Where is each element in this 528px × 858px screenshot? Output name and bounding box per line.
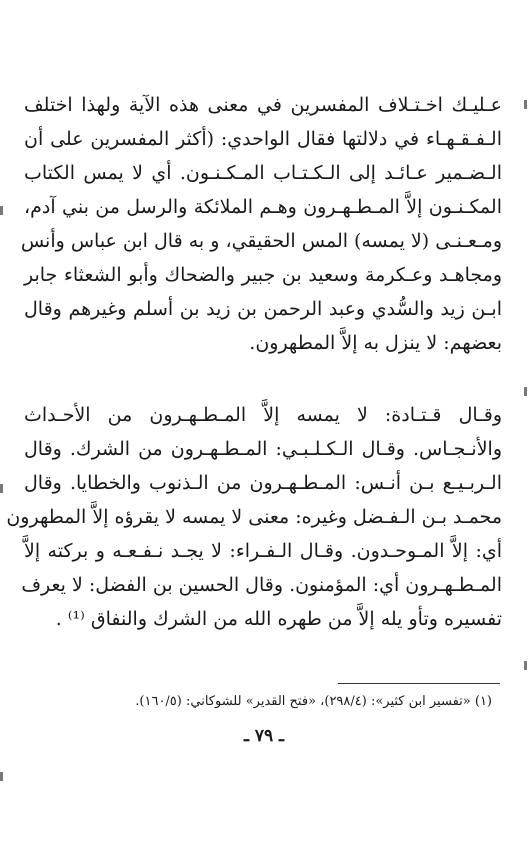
text-line: الـضـمير عـائـد إلى الـكـتـاب المـكـنـون. أي لا يمس الكتاب [24, 162, 502, 184]
text-line: ومجاهـد وعـكرمة وسعيد بن جبير والضحاك وأبو الشعثاء جابر [24, 264, 502, 286]
paragraph-2 [6, 398, 502, 636]
text-line: ومـعـنـى (لا يمسه) المس الحقيقي، و به قال ابن عباس وأنس [20, 230, 502, 252]
text-line: المكـنـون إلاَّ المـطـهـرون وهـم الملائكة والرسل من بني آدم، [24, 196, 502, 218]
text-line: الـربـيـع بـن أنـس: المـطـهـرون من الـذنوب والخطايا. وقال [24, 472, 502, 494]
text-line: تفسيره وتأو يله إلاَّ من طهره الله من الشرك والنفاق ⁽¹⁾ . [55, 608, 502, 630]
footnote-divider [338, 683, 500, 684]
text-line: ابـن زيد والسُّدي وعبد الرحمن بن زيد بن أسلم وغيرهم وقال [24, 298, 502, 320]
text-line: وقـال قـتـادة: لا يمسه إلاَّ المـطـهـرون من الأحـداث [24, 404, 502, 426]
edge-mark [0, 206, 3, 215]
page-number: ـ ٧٩ ـ [243, 726, 285, 746]
edge-mark [524, 387, 527, 396]
text-line: محمـد بـن الـفـضل وغيره: معنى لا يمسه لا يقرؤه إلاَّ المطهرون [6, 506, 502, 528]
text-line: الـفـقـهـاء في دلالتها فقال الواحدي: (أكثر المفسرين على أن [24, 128, 502, 150]
text-line: والأنـجـاس. وقـال الـكـلـبـي: المـطـهـرون من الشرك. وقال [24, 438, 502, 460]
text-line: عـليـك اخـتـلاف المفسرين في معنى هذه الآية ولهذا اختلف [24, 94, 502, 116]
edge-mark [0, 772, 3, 781]
text-line: بعضهم: لا ينزل به إلاَّ المطهرون. [249, 332, 502, 354]
edge-mark [0, 484, 3, 493]
text-line: أي: إلاَّ المـوحـدون. وقـال الـفـراء: لا يجـد نـفـعـه و بركته إلاَّ [24, 540, 502, 562]
paragraph-1 [20, 88, 502, 360]
text-line: المـطـهـرون أي: المؤمنون. وقال الحسين بن الفضل: لا يعرف [21, 574, 502, 596]
edge-mark [524, 100, 527, 109]
footnote: (١) «تفسير ابن كثير»: (٢٩٨/٤)، «فتح القدير» للشوكاني: (١٦٠/٥). [135, 694, 492, 709]
edge-mark [524, 661, 527, 670]
